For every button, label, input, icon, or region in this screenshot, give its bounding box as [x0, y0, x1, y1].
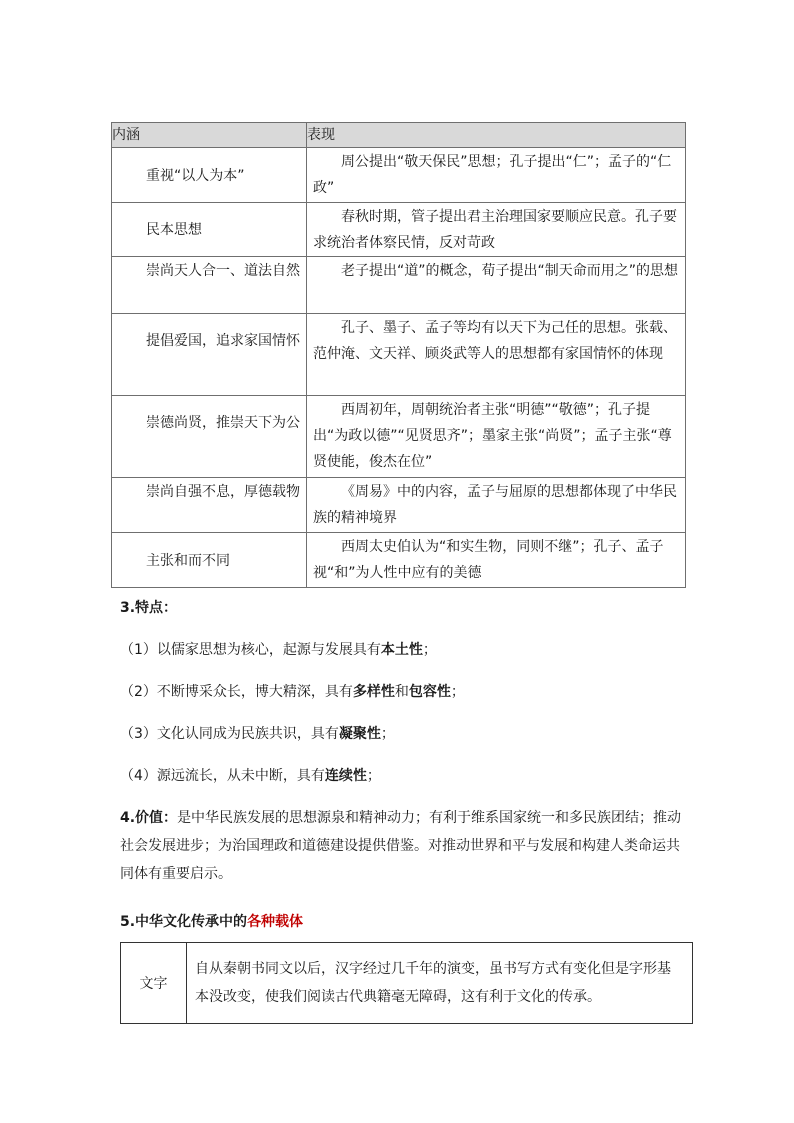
carrier-text: 自从秦朝书同文以后，汉字经过几千年的演变，虽书写方式有变化但是字形基本没改变，使我们阅读古代典籍毫无障碍，这有利于文化的传承。 [195, 961, 671, 1005]
row-manifestation: 老子提出“道”的概念，荀子提出“制天命而用之”的思想 [341, 263, 679, 279]
row-connotation: 崇德尚贤，推崇天下为公 [146, 415, 300, 431]
row-connotation: 提倡爱国，追求家国情怀 [146, 333, 300, 349]
section-4-label: 4.价值： [120, 810, 178, 826]
feature-item-2: （2）不断博采众长，博大精深，具有多样性和包容性； [120, 684, 465, 700]
table-row [112, 257, 686, 314]
table-row [112, 396, 686, 478]
row-connotation: 崇尚天人合一、道法自然 [146, 263, 300, 279]
row-manifestation: 周公提出“敬天保民”思想；孔子提出“仁”；孟子的“仁政” [313, 154, 672, 196]
row-manifestation: 春秋时期，管子提出君主治理国家要顺应民意。孔子要求统治者体察民情，反对苛政 [313, 209, 677, 251]
table-header-row [112, 123, 686, 148]
row-connotation: 崇尚自强不息，厚德载物 [146, 484, 300, 500]
row-manifestation: 西周初年，周朝统治者主张“明德”“敬德”；孔子提出“为政以德”“见贤思齐”；墨家主张“尚贤”；孟子主张“尊贤使能，俊杰在位” [313, 402, 672, 470]
carrier-label: 文字 [121, 943, 187, 1024]
row-connotation: 重视“以人为本” [146, 167, 245, 184]
culture-connotation-table [111, 122, 686, 588]
section-5-highlight: 各种载体 [247, 914, 304, 930]
header-manifestation: 表现 [307, 123, 686, 148]
carrier-table [120, 942, 693, 1024]
section-3-title: 3.特点： [120, 600, 178, 616]
table-row [112, 478, 686, 533]
header-connotation: 内涵 [112, 123, 307, 148]
table-row [112, 148, 686, 203]
table-row [121, 943, 693, 1024]
row-connotation: 主张和而不同 [146, 552, 230, 569]
feature-item-4: （4）源远流长，从未中断，具有连续性； [120, 768, 381, 784]
section-5-title: 5.中华文化传承中的各种载体 [120, 914, 304, 930]
feature-item-3: （3）文化认同成为民族共识，具有凝聚性； [120, 726, 395, 742]
row-connotation: 民本思想 [146, 222, 202, 238]
row-manifestation: 《周易》中的内容，孟子与屈原的思想都体现了中华民族的精神境界 [313, 484, 677, 526]
table-row [112, 314, 686, 396]
section-4-text: 是中华民族发展的思想源泉和精神动力；有利于维系国家统一和多民族团结；推动社会发展进步；为治国理政和道德建设提供借鉴。对推动世界和平与发展和构建人类命运共同体有重要启示。 [120, 810, 682, 882]
table-row [112, 533, 686, 588]
row-manifestation: 孔子、墨子、孟子等均有以天下为己任的思想。张载、范仲淹、文天祥、顾炎武等人的思想都有家国情怀的体现 [313, 320, 677, 362]
feature-item-1: （1）以儒家思想为核心，起源与发展具有本土性； [120, 642, 437, 658]
table-row [112, 203, 686, 257]
row-manifestation: 西周太史伯认为“和实生物，同则不继”；孔子、孟子视“和”为人性中应有的美德 [313, 539, 664, 581]
section-4-value [120, 804, 688, 888]
